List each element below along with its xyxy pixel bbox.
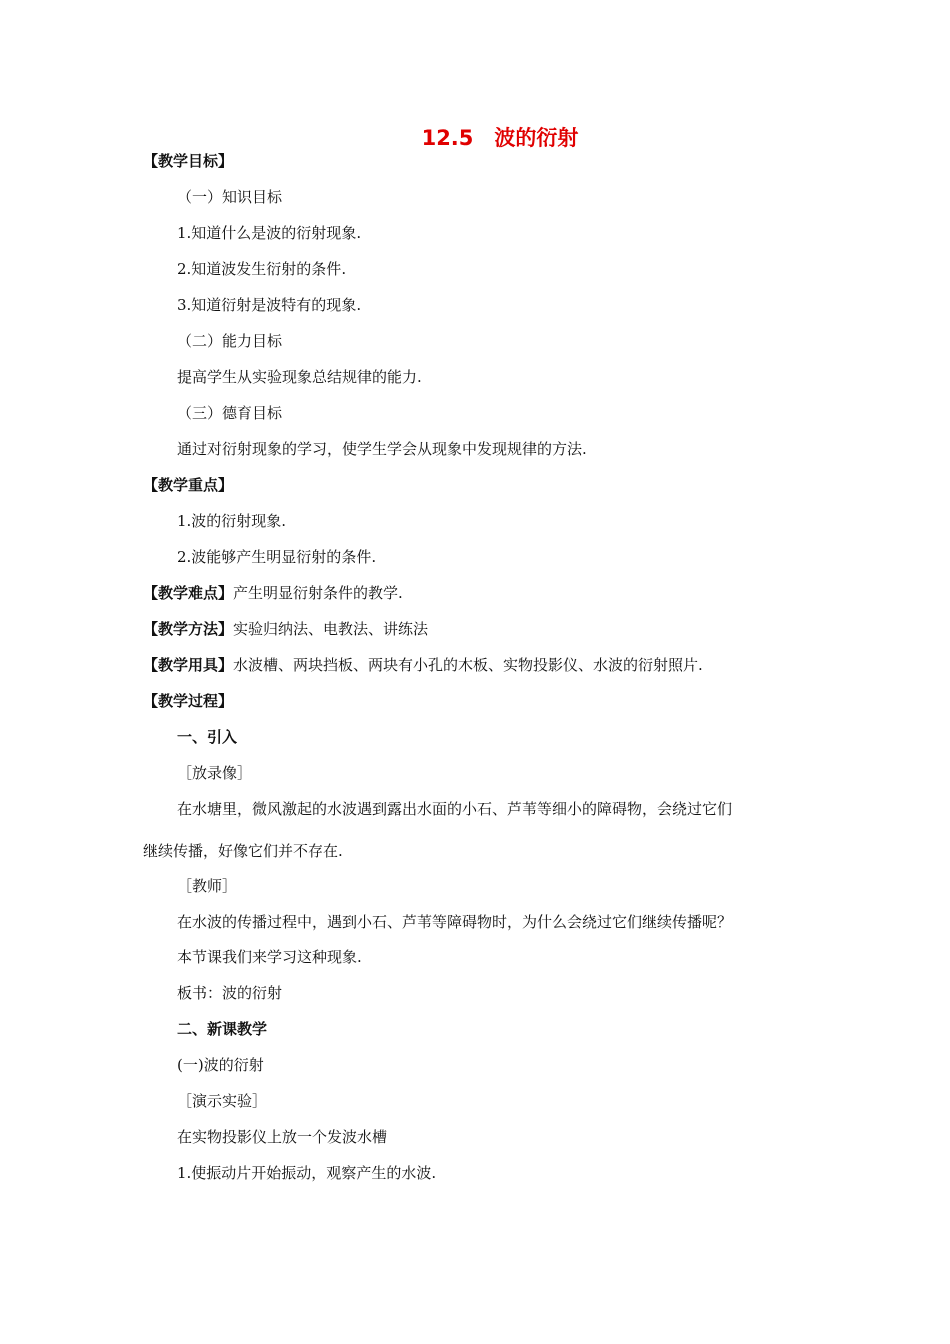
teacher-tag: ［教师］: [177, 877, 238, 895]
tools-line: [143, 655, 703, 675]
subheading-knowledge: （一）知识目标: [177, 188, 283, 206]
moral-text: 通过对衍射现象的学习，使学生学会从现象中发现规律的方法.: [177, 440, 587, 458]
video-tag: ［放录像］: [177, 764, 253, 782]
difficulty-text: 产生明显衍射条件的教学.: [233, 584, 403, 602]
knowledge-item-2: 2.知道波发生衍射的条件.: [177, 260, 347, 278]
demo-step-1: 1.使振动片开始振动，观察产生的水波.: [177, 1164, 437, 1182]
section-heading-method: 【教学方法】: [143, 620, 234, 638]
teacher-text-line-1: 在水波的传播过程中，遇到小石、芦苇等障碍物时，为什么会绕过它们继续传播呢？: [177, 913, 733, 931]
focus-item-1: 1.波的衍射现象.: [177, 512, 287, 530]
knowledge-item-3: 3.知道衍射是波特有的现象.: [177, 296, 362, 314]
method-text: 实验归纳法、电教法、讲练法: [233, 620, 429, 638]
tools-text: 水波槽、两块挡板、两块有小孔的木板、实物投影仪、水波的衍射照片.: [233, 656, 703, 674]
section-heading-goals: 【教学目标】: [143, 152, 234, 170]
board-text: 板书：波的衍射: [177, 984, 283, 1002]
section-heading-process: 【教学过程】: [143, 692, 234, 710]
intro-heading: 一、引入: [177, 728, 238, 746]
knowledge-item-1: 1.知道什么是波的衍射现象.: [177, 224, 362, 242]
subheading-moral: （三）德育目标: [177, 404, 283, 422]
video-text-line-1: 在水塘里，微风激起的水波遇到露出水面的小石、芦苇等细小的障碍物，会绕过它们: [177, 800, 733, 818]
method-line: [143, 619, 428, 639]
page-title: 12.5 波的衍射: [421, 126, 579, 150]
demo-text: 在实物投影仪上放一个发波水槽: [177, 1128, 388, 1146]
section-heading-tools: 【教学用具】: [143, 656, 234, 674]
difficulty-line: [143, 583, 403, 603]
video-text-line-2: 继续传播，好像它们并不存在.: [143, 842, 343, 860]
subsection-diffraction: (一)波的衍射: [177, 1056, 264, 1074]
focus-item-2: 2.波能够产生明显衍射的条件.: [177, 548, 377, 566]
teacher-text-line-2: 本节课我们来学习这种现象.: [177, 948, 362, 966]
subheading-ability: （二）能力目标: [177, 332, 283, 350]
ability-text: 提高学生从实验现象总结规律的能力.: [177, 368, 422, 386]
section-heading-focus: 【教学重点】: [143, 476, 234, 494]
section-heading-difficulty: 【教学难点】: [143, 584, 234, 602]
new-lesson-heading: 二、新课教学: [177, 1020, 268, 1038]
demo-tag: ［演示实验］: [177, 1092, 268, 1110]
